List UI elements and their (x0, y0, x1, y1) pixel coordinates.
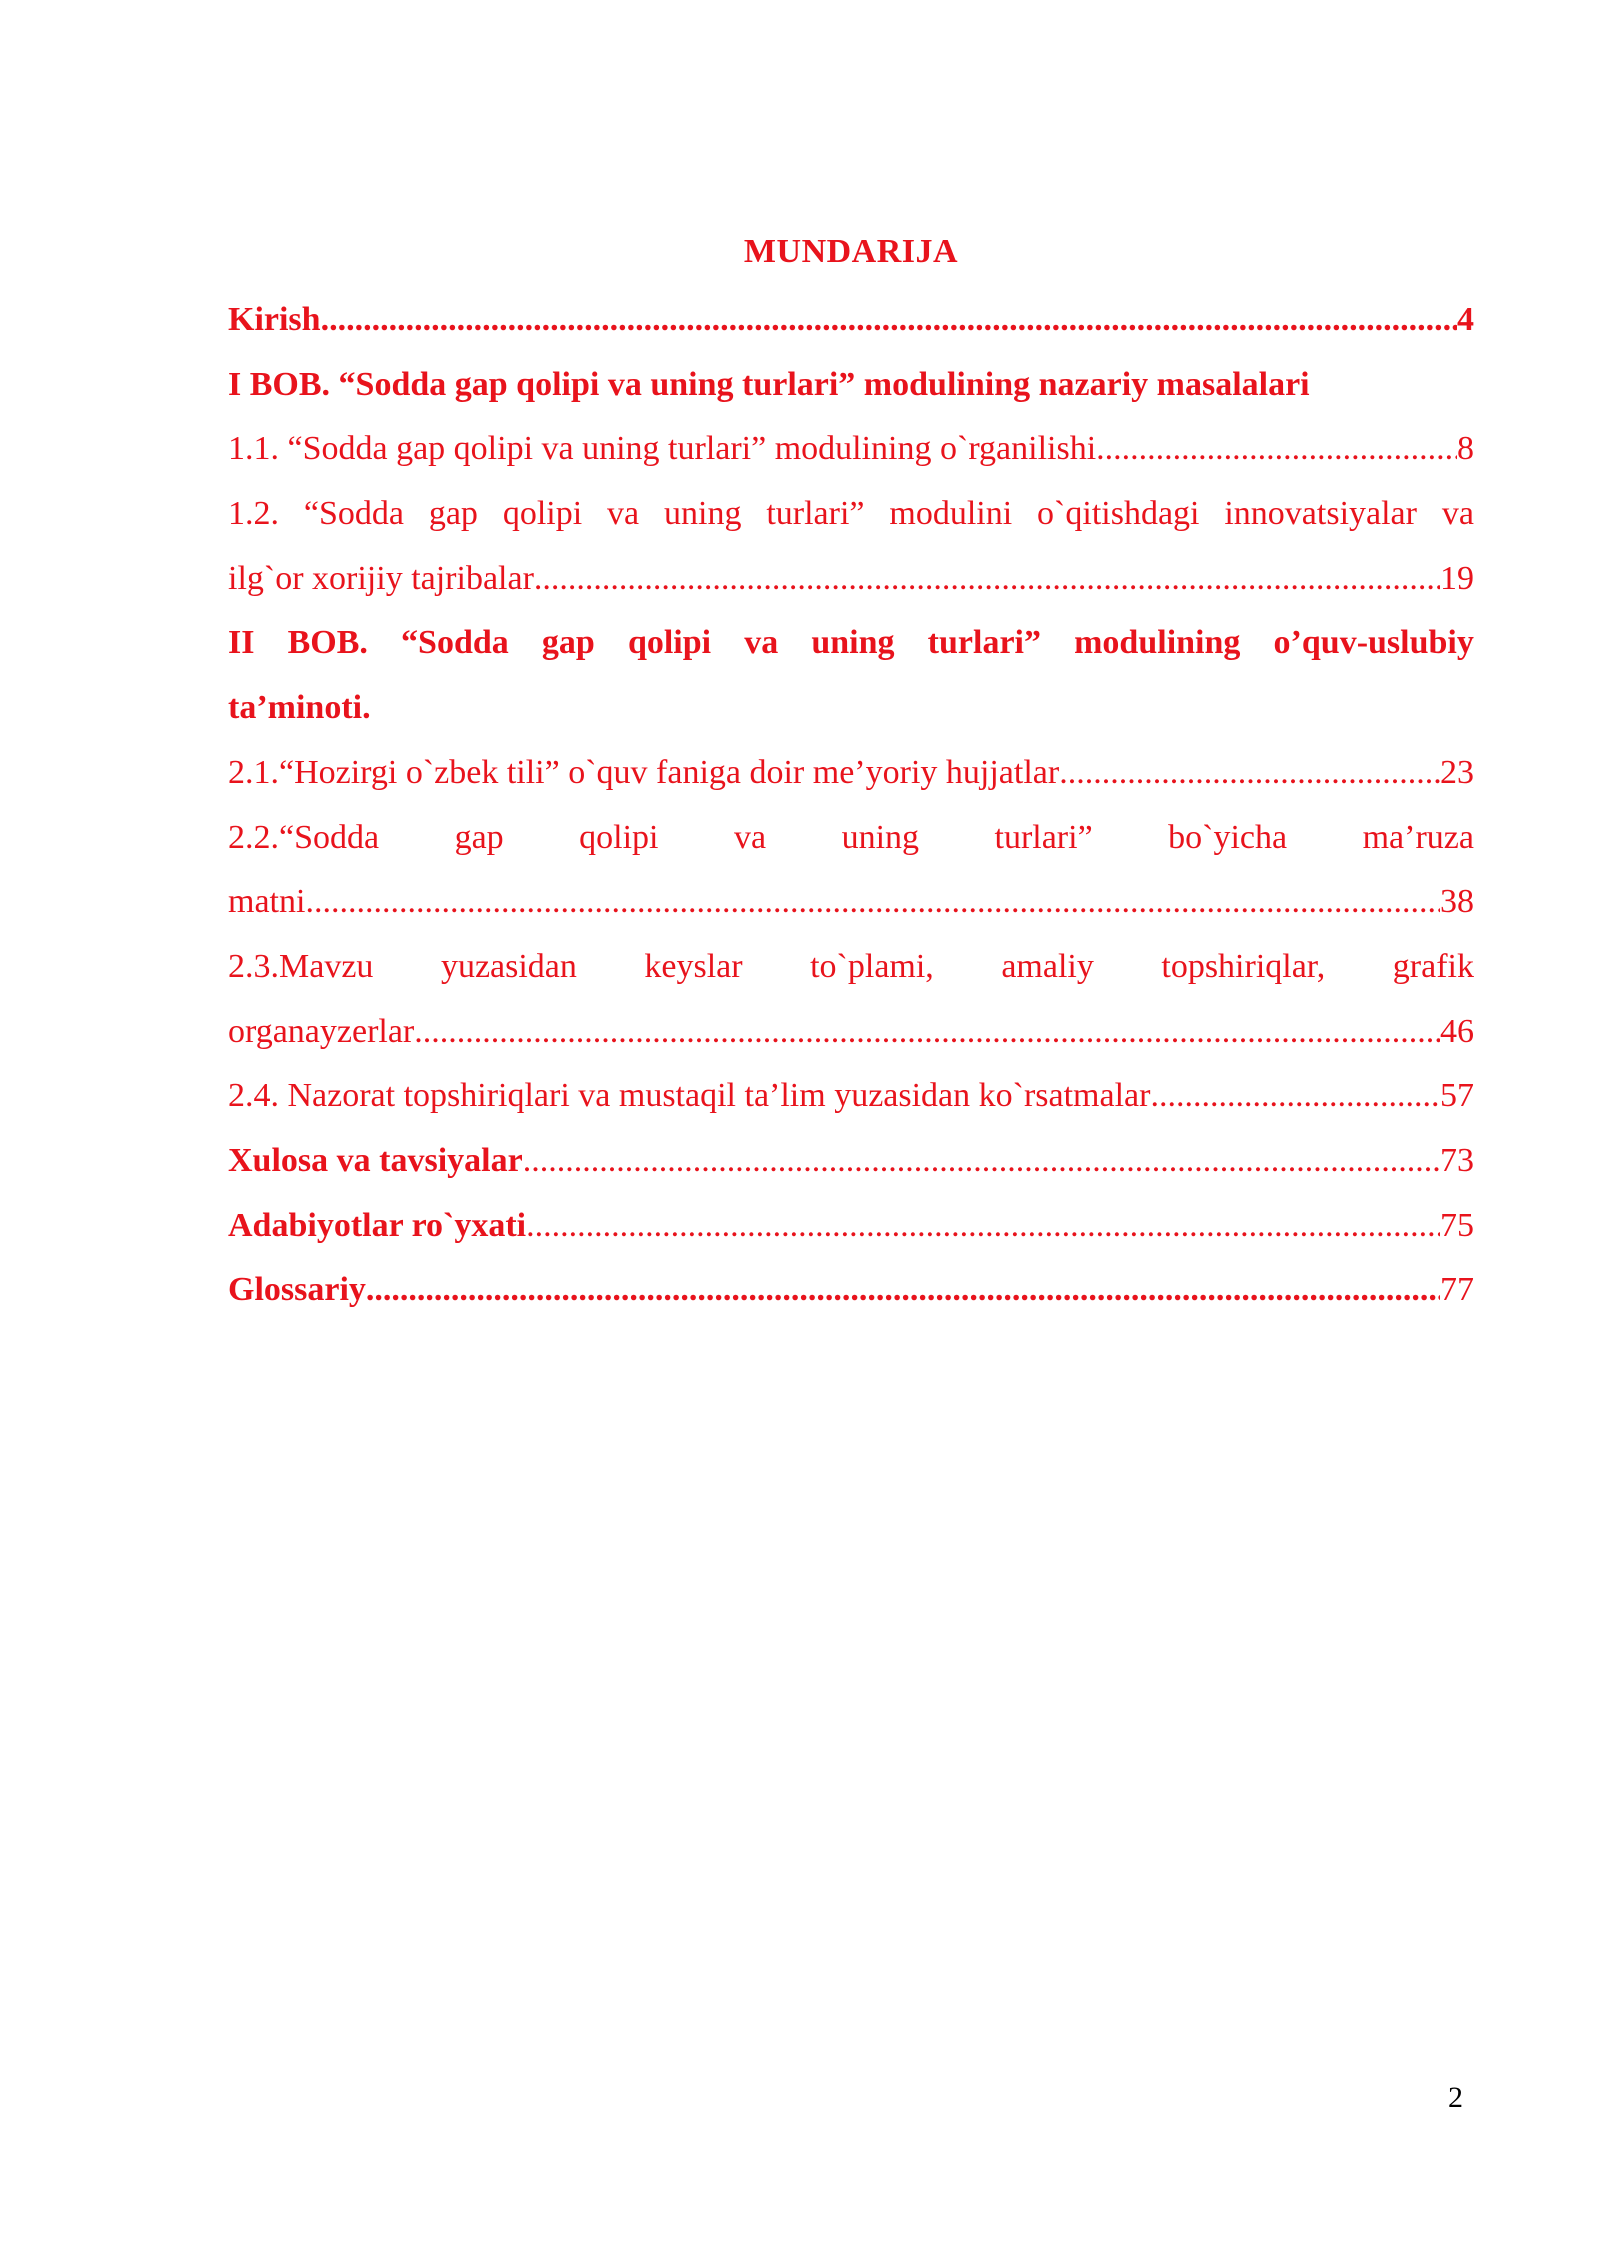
dot-leader (321, 288, 1457, 353)
word: o`qitishdagi (1037, 495, 1200, 533)
word: turlari” (927, 624, 1041, 662)
toc-page-number: 73 (1440, 1141, 1474, 1179)
toc-entry-2-3-line2[interactable] (228, 1000, 1474, 1065)
word: modulining (1074, 624, 1241, 662)
toc-entry-label: ilg`or xorijiy tajribalar (228, 559, 534, 597)
toc-entry-label: Xulosa va tavsiyalar (228, 1141, 523, 1179)
word: turlari” (994, 818, 1093, 856)
toc-entry-glossariy[interactable] (228, 1258, 1474, 1323)
word: innovatsiyalar (1224, 495, 1417, 533)
toc-chapter-1-title[interactable]: I BOB. “Sodda gap qolipi va uning turlari” modulining nazariy masalalari (228, 365, 1310, 403)
toc-page-number: 19 (1440, 559, 1474, 597)
word: o’quv-uslubiy (1273, 624, 1474, 662)
toc-entry-label: Adabiyotlar ro`yxati (228, 1206, 527, 1244)
word: turlari” (766, 495, 865, 533)
word: gap (454, 818, 504, 856)
toc-page-number: 8 (1457, 430, 1474, 468)
word: uning (811, 624, 895, 662)
table-of-contents (228, 226, 1474, 1323)
toc-page-number: 57 (1440, 1077, 1474, 1115)
toc-entry-label: matni (228, 883, 306, 921)
word: keyslar (644, 947, 743, 985)
toc-entry-adabiyotlar[interactable] (228, 1194, 1474, 1259)
word: “Sodda (401, 624, 509, 662)
toc-entry-label: 2.1.“Hozirgi o`zbek tili” o`quv faniga doir me’yoriy hujjatlar (228, 753, 1060, 791)
word: qolipi (627, 624, 712, 662)
word: va (744, 624, 779, 662)
toc-title: MUNDARIJA (743, 233, 959, 270)
word: va (607, 495, 640, 533)
dot-leader (1096, 417, 1457, 482)
dot-leader (305, 870, 1440, 935)
word: topshiriqlar, (1161, 947, 1326, 985)
toc-page-number: 46 (1440, 1012, 1474, 1050)
word: “Sodda (303, 495, 404, 533)
word: yuzasidan (440, 947, 577, 985)
toc-chapter-2-line1[interactable] (228, 611, 1474, 676)
word: uning (664, 495, 742, 533)
page-number: 2 (1448, 2081, 1463, 2114)
word: to`plami, (810, 947, 934, 985)
dot-leader (534, 547, 1440, 612)
toc-page-number: 77 (1440, 1271, 1474, 1309)
toc-page-number: 75 (1440, 1206, 1474, 1244)
word: qolipi (579, 818, 659, 856)
word: va (733, 818, 767, 856)
toc-entry-2-2-line2[interactable] (228, 870, 1474, 935)
word: gap (541, 624, 595, 662)
word: modulini (889, 495, 1013, 533)
dot-leader (1150, 1064, 1440, 1129)
word: amaliy (1001, 947, 1094, 985)
word: 2.2.“Sodda (228, 818, 380, 856)
toc-page-number: 23 (1440, 753, 1474, 791)
toc-entry-label: 1.1. “Sodda gap qolipi va uning turlari” modulining o`rganilishi (228, 430, 1097, 468)
toc-entry-1-2-line1[interactable] (228, 482, 1474, 547)
word: II (228, 624, 255, 662)
word: bo`yicha (1168, 818, 1288, 856)
toc-entry-2-4[interactable] (228, 1064, 1474, 1129)
toc-entry-label: Glossariy (228, 1271, 366, 1309)
word: ma’ruza (1362, 818, 1474, 856)
word: BOB. (287, 624, 368, 662)
dot-leader (526, 1194, 1440, 1259)
dot-leader (366, 1258, 1440, 1323)
word: gap (428, 495, 478, 533)
toc-page-number: 38 (1440, 883, 1474, 921)
dot-leader (1059, 741, 1440, 806)
word: 1.2. (228, 495, 279, 533)
toc-entry-2-2-line1[interactable] (228, 806, 1474, 871)
word: uning (841, 818, 920, 856)
toc-entry-kirish[interactable] (228, 288, 1474, 353)
toc-entry-2-3-line1[interactable] (228, 935, 1474, 1000)
toc-page-number: 4 (1457, 301, 1474, 338)
word: 2.3.Mavzu (228, 947, 374, 985)
toc-entry-1-2-line2[interactable] (228, 547, 1474, 612)
dot-leader (523, 1129, 1440, 1194)
word: grafik (1392, 947, 1474, 985)
toc-entry-label: organayzerlar (228, 1012, 415, 1050)
word: qolipi (502, 495, 583, 533)
toc-entry-xulosa[interactable] (228, 1129, 1474, 1194)
toc-entry-1-1[interactable] (228, 417, 1474, 482)
toc-chapter-2-line2[interactable]: ta’minoti. (228, 689, 371, 727)
word: va (1441, 495, 1474, 533)
toc-entry-label: Kirish (228, 301, 321, 338)
dot-leader (414, 1000, 1440, 1065)
toc-entry-2-1[interactable] (228, 741, 1474, 806)
toc-entry-label: 2.4. Nazorat topshiriqlari va mustaqil ta’lim yuzasidan ko`rsatmalar (228, 1077, 1151, 1115)
